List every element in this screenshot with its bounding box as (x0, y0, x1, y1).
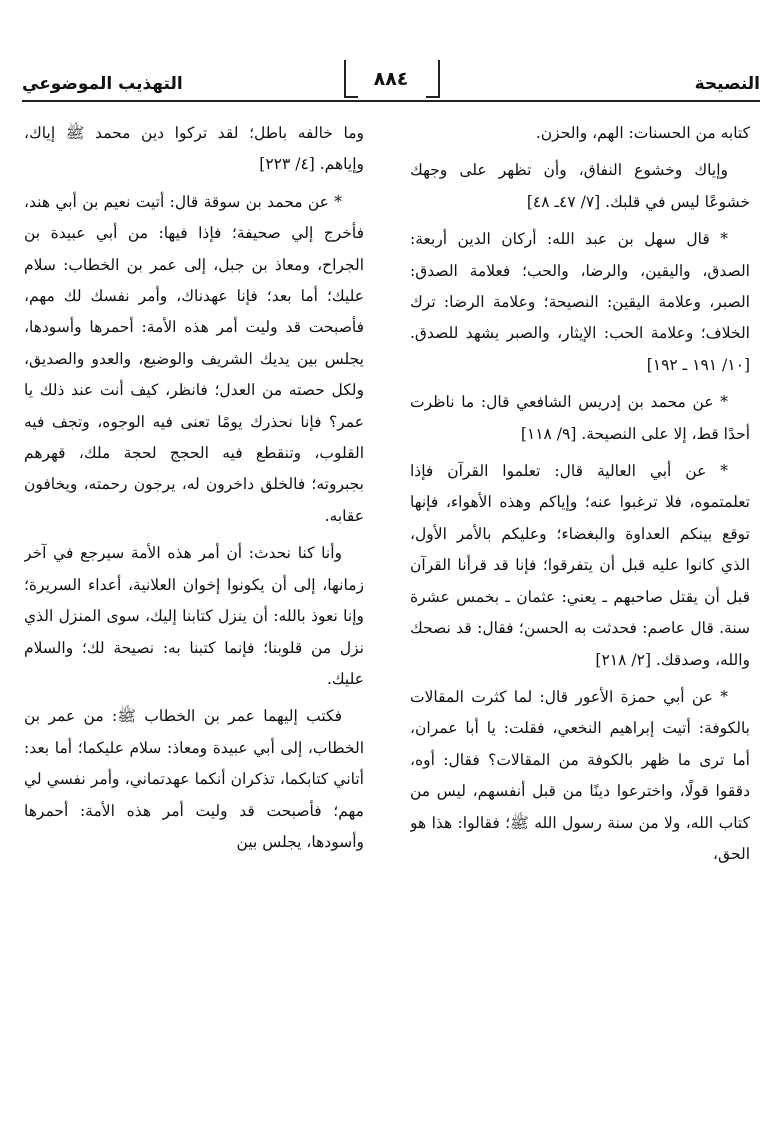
right-column (410, 118, 750, 1118)
paragraph: * عن أبي حمزة الأعور قال: لما كثرت المقالات بالكوفة: أتيت إبراهيم النخعي، فقلت: يا أبا عمران، أما ترى ما ظهر بالكوفة من المقالات؟ فقال: أوه، دققوا قولًا، واخترعوا دينًا من قبل أنفسهم، ليس من كتاب الله، ولا من سنة رسول الله ﷺ؛ فقالوا: هذا هو الحق، (410, 687, 750, 863)
paragraph: وأنا كنا نحدث: أن أمر هذه الأمة سيرجع في آخر زمانها، إلى أن يكونوا إخوان العلانية، أعداء السريرة؛ وإنا نعوذ بالله: أن ينزل كتابنا إليك، سوى المنزل الذي نزل من قلوبنا؛ فإنما كتبنا به: نصيحة لك؛ والسلام عليك. (24, 544, 364, 688)
paragraph: فكتب إليهما عمر بن الخطاب ﷺ: من عمر بن الخطاب، إلى أبي عبيدة ومعاذ: سلام عليكما؛ أما بعد: أتاني كتابكما، تذكران أنكما عهدتماني، وأمر نفسي لي مهم؛ فأصبحت قد وليت أمر هذه الأمة: أحمرها وأسودها، يجلس بين (24, 707, 364, 851)
paragraph: كتابه من الحسنات: الهم، والحزن. (535, 124, 750, 142)
page-number-ornament-right (426, 60, 440, 98)
paragraph: * عن محمد بن إدريس الشافعي قال: ما ناظرت أحدًا قط، إلا على النصيحة. [٩/ ١١٨] (410, 393, 750, 443)
header-rule (22, 100, 760, 102)
paragraph: * قال سهل بن عبد الله: أركان الدين أربعة: الصدق، واليقين، والرضا، والحب؛ فعلامة الصدق: الصبر، وعلامة اليقين: النصيحة؛ وعلامة الرضا: ترك الخلاف؛ وعلامة الحب: الإيثار، والصبر يشهد للصدق. [١٠/ ١٩١ ـ ١٩٢] (410, 230, 750, 374)
paragraph: وما خالفه باطل؛ لقد تركوا دين محمد ﷺ إياك، وإياهم. [٤/ ٢٢٣] (24, 124, 364, 174)
paragraph: وإياك وخشوع النفاق، وأن تظهر على وجهك خشوعًا ليس في قلبك. [٧/ ٤٧ـ ٤٨] (410, 161, 750, 211)
section-title: النصيحة (694, 74, 760, 94)
book-title: التهذيب الموضوعي (22, 74, 183, 94)
paragraph: * عن محمد بن سوقة قال: أتيت نعيم بن أبي هند، فأخرج إلي صحيفة؛ فإذا فيها: من أبي عبيدة بن الجراح، ومعاذ بن جبل، إلى عمر بن الخطاب: سلام عليك؛ أما بعد؛ فإنا عهدناك، وأمر نفسك لك مهم، فأصبحت قد وليت أمر هذه الأمة: أحمرها وأسودها، يجلس بين يديك الشريف والوضيع، والعدو والصديق، ولكل حصته من العدل؛ فانظر، كيف أنت عند ذلك يا عمر؟ فإنا نحذرك يومًا تعنى فيه الوجوه، وتجف فيه القلوب، وتنقطع فيه الحجج لحجة ملك، قهرهم بجبروته؛ فالخلق داخرون له، يرجون رحمته، ويخافون عقابه. (24, 192, 364, 525)
page-header (22, 60, 760, 104)
paragraph: * عن أبي العالية قال: تعلموا القرآن فإذا تعلمتموه، فلا ترغبوا عنه؛ وإياكم وهذه الأهواء، فإنها توقع بينكم العداوة والبغضاء؛ وعليكم بالأمر الأول، الذي كانوا عليه قبل أن يتفرقوا؛ فإنا قد قرأنا القرآن قبل أن يقتل صاحبهم ـ يعني: عثمان ـ بخمس عشرة سنة. قال عاصم: فحدثت به الحسن؛ فقال: قد نصحك والله، وصدقك. [٢/ ٢١٨] (410, 462, 750, 669)
left-column (24, 118, 364, 1118)
page-number: ٨٨٤ (373, 68, 409, 90)
